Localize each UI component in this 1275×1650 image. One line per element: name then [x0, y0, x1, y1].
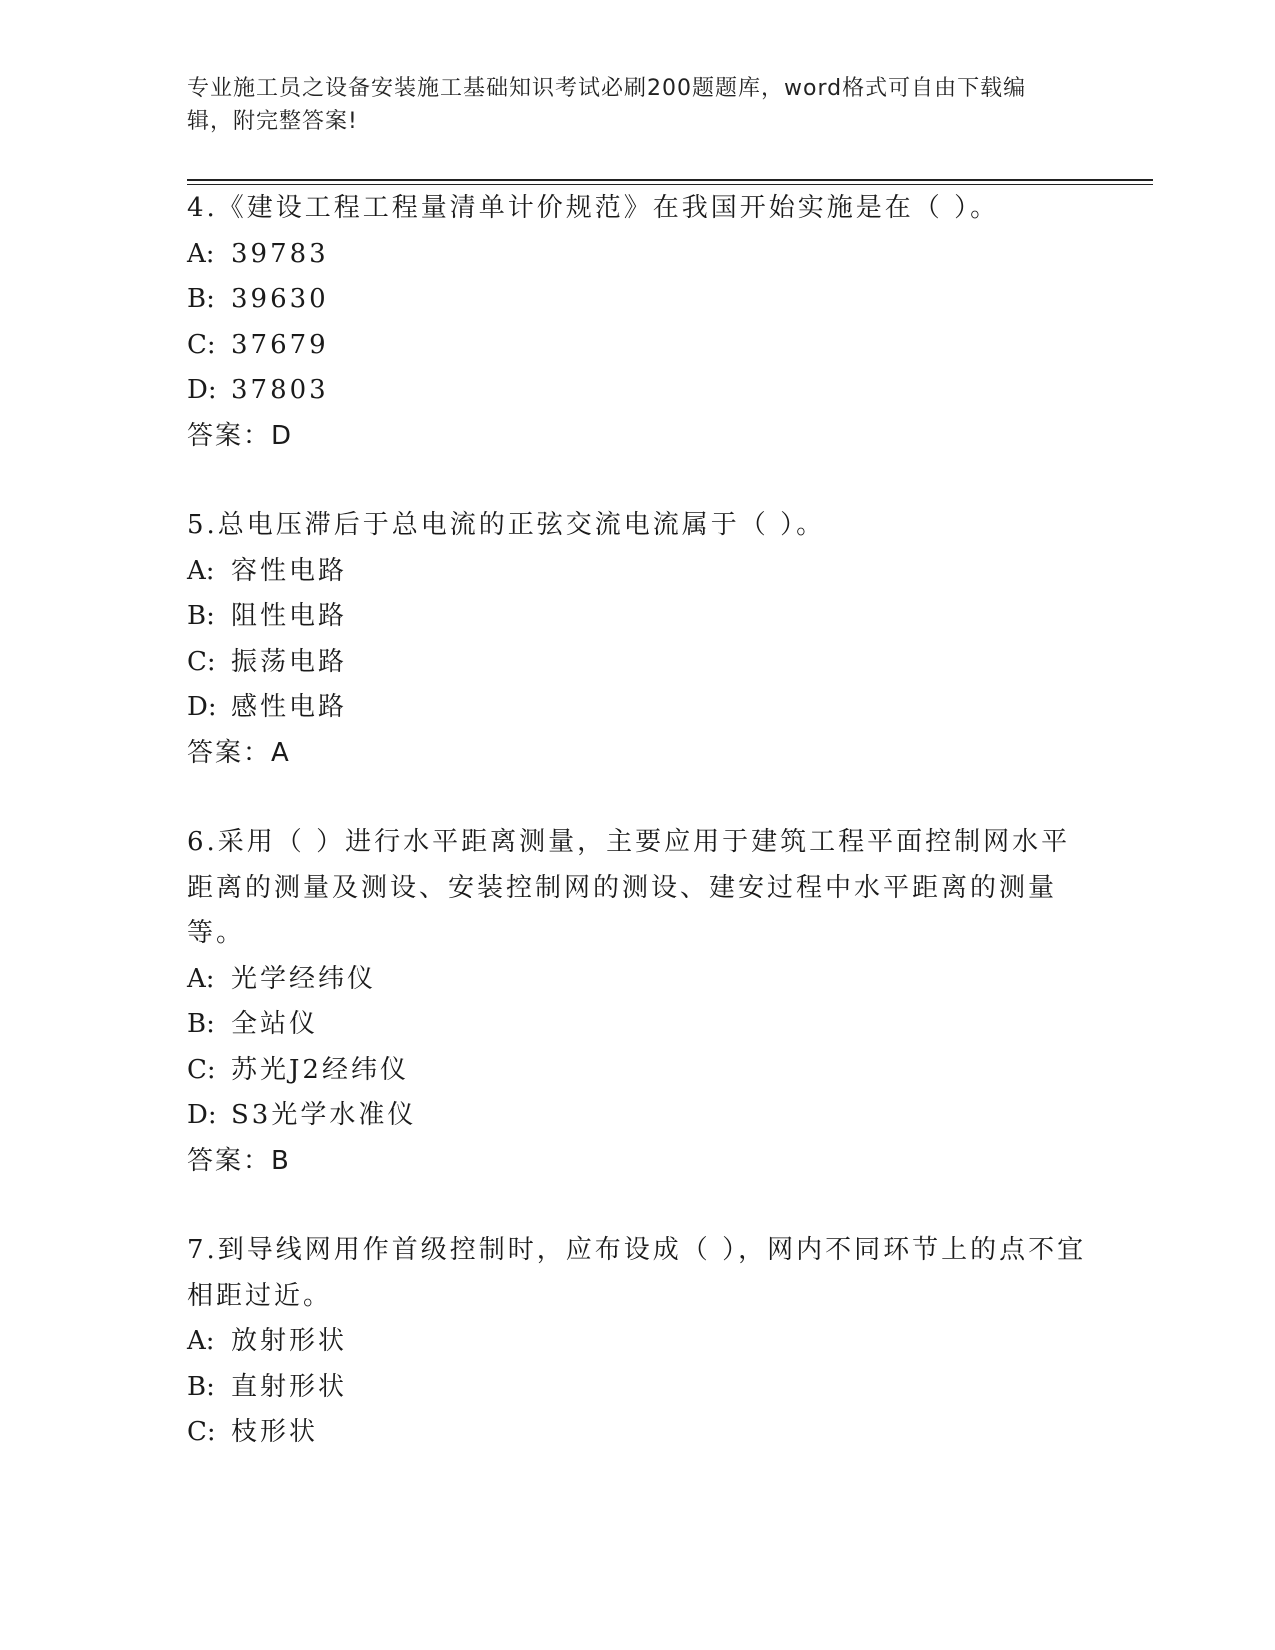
option-text: 阻性电路 — [231, 601, 348, 631]
option-text: 39783 — [231, 238, 329, 269]
option-text: 全站仪 — [231, 1009, 319, 1039]
option-key: B: — [187, 284, 215, 314]
option-key: D: — [187, 692, 217, 722]
option-d — [187, 1093, 1087, 1139]
option-d — [187, 685, 1087, 731]
option-d — [187, 368, 1087, 414]
option-text: 苏光J2经纬仪 — [231, 1054, 409, 1085]
option-key: C: — [187, 1054, 216, 1085]
option-text: 37679 — [231, 329, 329, 360]
option-c — [187, 640, 1087, 686]
option-text: 感性电路 — [231, 692, 348, 722]
option-a — [187, 957, 1087, 1003]
question-spacer — [187, 1184, 1087, 1228]
question-7 — [187, 1228, 1087, 1456]
option-c — [187, 323, 1087, 369]
question-6 — [187, 820, 1087, 1184]
option-key: A: — [187, 555, 215, 586]
option-key: A: — [187, 238, 215, 269]
option-text: 枝形状 — [231, 1417, 319, 1447]
option-key: D: — [187, 1100, 217, 1130]
option-key: B: — [187, 1371, 215, 1402]
option-b — [187, 1365, 1087, 1411]
header-divider-thick — [187, 179, 1153, 181]
question-spacer — [187, 459, 1087, 503]
answer-line: 答案：D — [187, 420, 294, 451]
option-key: C: — [187, 329, 216, 360]
option-text: 振荡电路 — [231, 646, 348, 677]
option-a — [187, 232, 1087, 278]
question-list — [187, 186, 1087, 1456]
answer-line: 答案：A — [187, 737, 291, 768]
question-stem: 4.《建设工程工程量清单计价规范》在我国开始实施是在（ ）。 — [187, 193, 1000, 223]
option-text: 容性电路 — [231, 555, 348, 586]
answer-line: 答案：B — [187, 1145, 291, 1176]
option-key: D: — [187, 375, 217, 405]
option-text: 37803 — [231, 375, 329, 405]
option-a — [187, 1319, 1087, 1365]
document-header: 专业施工员之设备安装施工基础知识考试必刷200题题库，word格式可自由下载编辑，附完整答案! — [187, 76, 1027, 134]
option-text: 光学经纬仪 — [231, 963, 377, 994]
option-b — [187, 594, 1087, 640]
question-spacer — [187, 776, 1087, 820]
option-key: C: — [187, 646, 216, 677]
option-key: A: — [187, 963, 215, 994]
option-key: C: — [187, 1417, 216, 1447]
option-c — [187, 1048, 1087, 1094]
option-b — [187, 277, 1087, 323]
question-stem: 7.到导线网用作首级控制时，应布设成（ ），网内不同环节上的点不宜相距过近。 — [187, 1235, 1087, 1311]
option-key: B: — [187, 1009, 215, 1039]
header-divider-thin — [187, 184, 1153, 185]
option-key: B: — [187, 601, 215, 631]
option-text: 39630 — [231, 284, 329, 314]
option-b — [187, 1002, 1087, 1048]
question-5 — [187, 503, 1087, 776]
option-a — [187, 549, 1087, 595]
question-4 — [187, 186, 1087, 459]
option-text: 放射形状 — [231, 1326, 348, 1356]
option-c — [187, 1410, 1087, 1456]
option-key: A: — [187, 1326, 215, 1356]
option-text: 直射形状 — [231, 1371, 348, 1402]
option-text: S3光学水准仪 — [231, 1100, 417, 1130]
question-stem: 6.采用（ ）进行水平距离测量，主要应用于建筑工程平面控制网水平距离的测量及测设、安装控制网的测设、建安过程中水平距离的测量等。 — [187, 827, 1071, 948]
question-stem: 5.总电压滞后于总电流的正弦交流电流属于（ ）。 — [187, 510, 826, 540]
